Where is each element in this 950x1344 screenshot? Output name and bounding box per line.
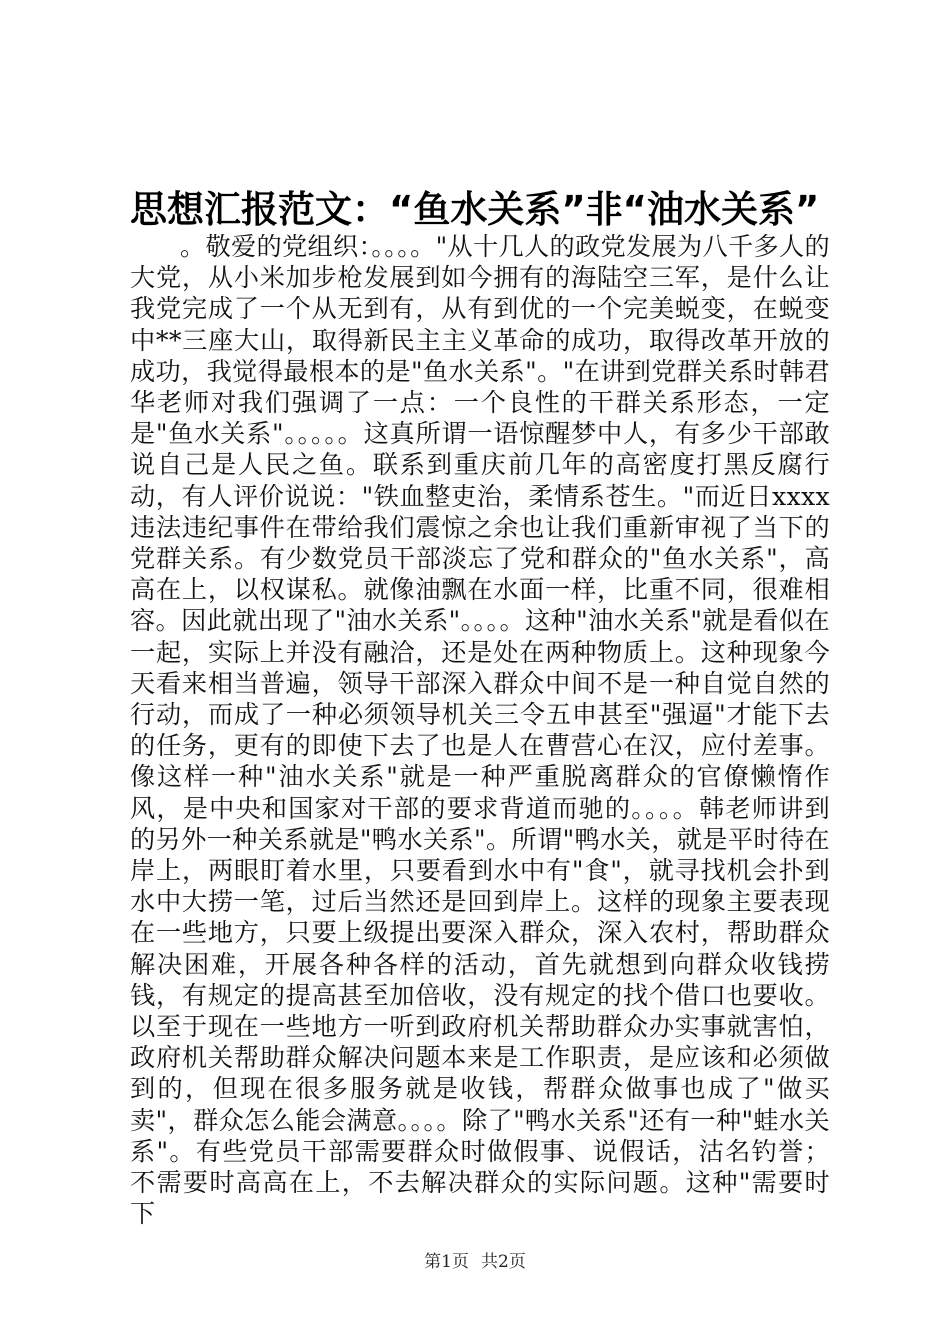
page-number-current: 第1页 [424, 1252, 469, 1272]
page-footer [0, 1250, 950, 1274]
document-body-paragraph: 。敬爱的党组织：。。。。"从十几人的政党发展为八千多人的大党，从小米加步枪发展到如今拥有的海陆空三军，是什么让我党完成了一个从无到有，从有到优的一个完美蜕变，在蜕变中**三座大山，取得新民主主义革命的成功，取得改革开放的成功，我觉得最根本的是"鱼水关系"。"在讲到党群关系时韩君华老师对我们强调了一点：一个良性的干群关系形态，一定是"鱼水关系"。。。。。这真所谓一语惊醒梦中人，有多少干部敢说自己是人民之鱼。联系到重庆前几年的高密度打黑反腐行动，有人评价说说："铁血整吏治，柔情系苍生。"而近日xxxx违法违纪事件在带给我们震惊之余也让我们重新审视了当下的党群关系。有少数党员干部淡忘了党和群众的"鱼水关系"，高高在上，以权谋私。就像油飘在水面一样，比重不同，很难相容。因此就出现了"油水关系"。。。。这种"油水关系"就是看似在一起，实际上并没有融洽，还是处在两种物质上。这种现象今天看来相当普遍，领导干部深入群众中间不是一种自觉自然的行动，而成了一种必须领导机关三令五申甚至"强逼"才能下去的任务，更有的即使下去了也是人在曹营心在汉，应付差事。像这样一种"油水关系"就是一种严重脱离群众的官僚懒惰作风，是中央和国家对干部的要求背道而驰的。。。。韩老师讲到的另外一种关系就是"鸭水关系"。所谓"鸭水关，就是平时待在岸上，两眼盯着水里，只要看到水中有"食"，就寻找机会扑到水中大捞一笔，过后当然还是回到岸上。这样的现象主要表现在一些地方，只要上级提出要深入群众，深入农村，帮助群众解决困难，开展各种各样的活动，首先就想到向群众收钱捞钱，有规定的提高甚至加倍收，没有规定的找个借口也要收。以至于现在一些地方一听到政府机关帮助群众办实事就害怕，政府机关帮助群众解决问题本来是工作职责，是应该和必须做到的，但现在很多服务就是收钱，帮群众做事也成了"做买卖"，群众怎么能会满意。。。。除了"鸭水关系"还有一种"蛙水关系"。有些党员干部需要群众时做假事、说假话，沽名钓誉；不需要时高高在上，不去解决群众的实际问题。这种"需要时下 [130, 232, 830, 1229]
page-number-total: 共2页 [481, 1252, 526, 1272]
document-title: 思想汇报范文：“鱼水关系”非“油水关系” [130, 188, 820, 231]
